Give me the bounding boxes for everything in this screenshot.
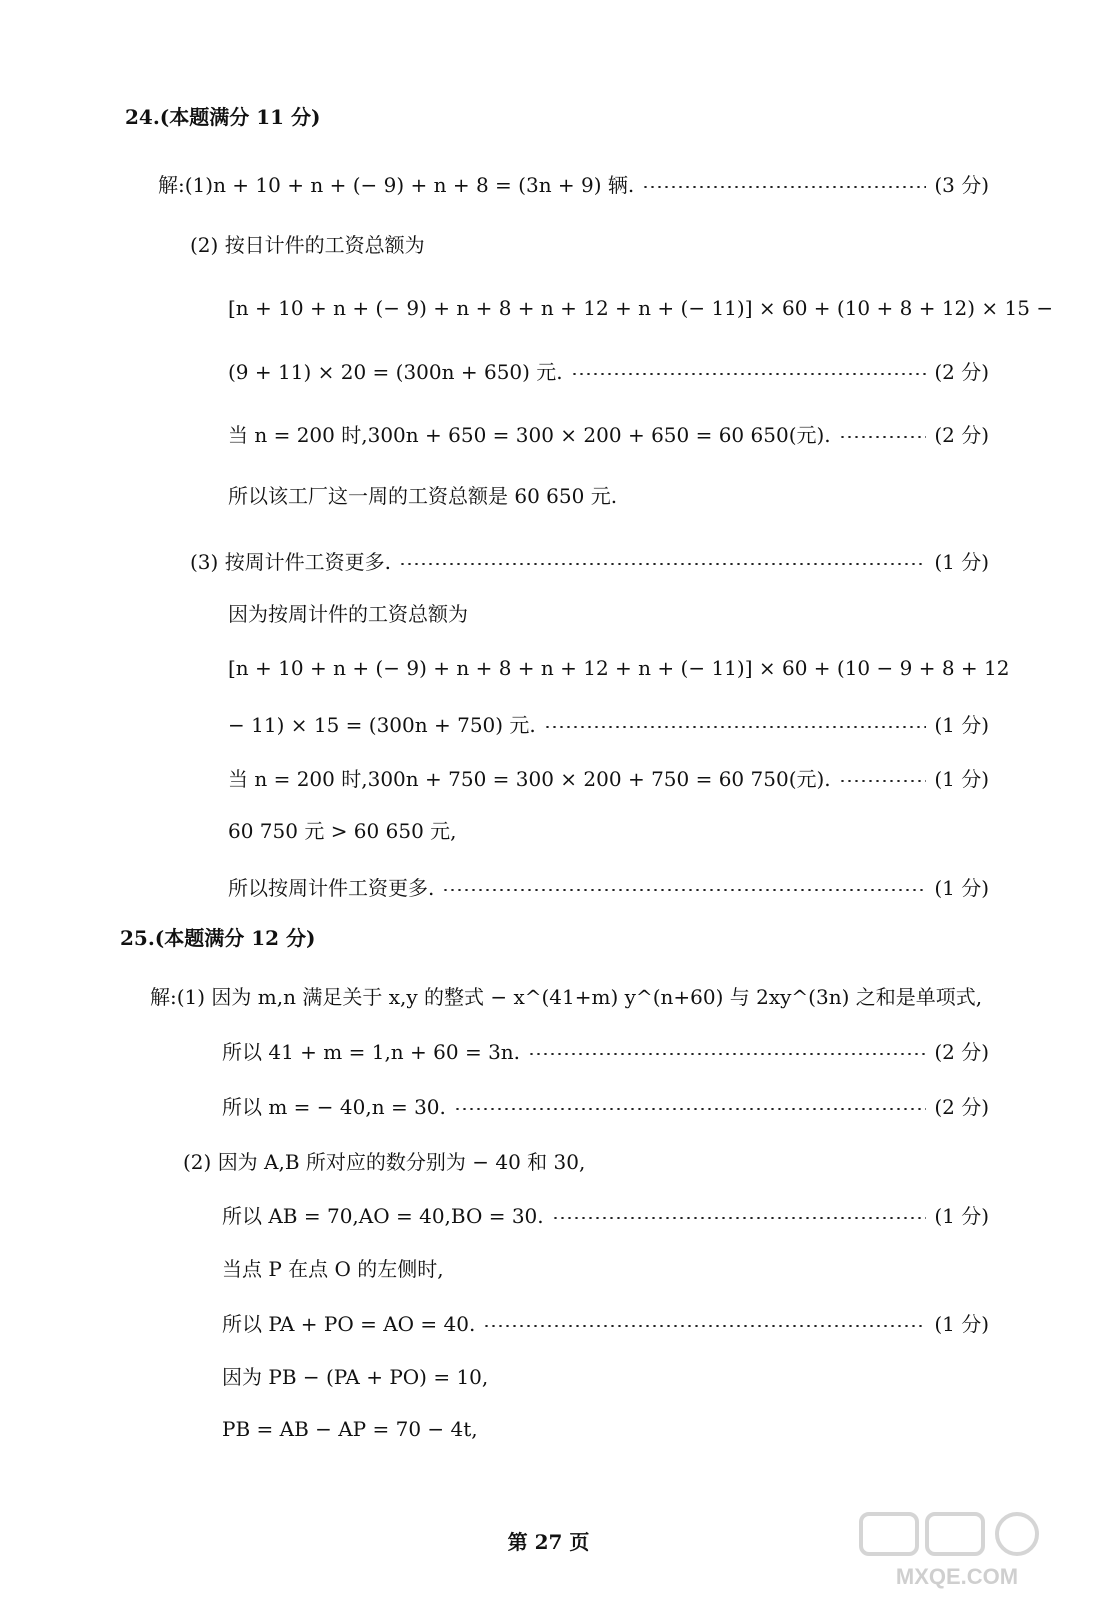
watermark-graphic bbox=[857, 1510, 1057, 1590]
score-label: (1 分) bbox=[934, 1311, 989, 1336]
page-number: 第 27 页 bbox=[507, 1530, 590, 1554]
q24-part3-conclusion: 所以按周计件工资更多. (1 分) bbox=[0, 869, 1097, 903]
q25-part1-intro: 解:(1) 因为 m,n 满足关于 x,y 的整式 − x^(41+m) y^(n+60) 与 2xy^(3n) 之和是单项式, bbox=[150, 984, 983, 1009]
score-label: (1 分) bbox=[934, 549, 989, 574]
score-label: (2 分) bbox=[934, 1039, 989, 1064]
q24-part2-calculation: 当 n = 200 时,300n + 650 = 300 × 200 + 650 = 60 650(元). (2 分) bbox=[0, 416, 1097, 450]
q25-part2-sum: 所以 PA + PO = AO = 40. (1 分) bbox=[0, 1305, 1097, 1339]
leader-dots bbox=[454, 1108, 926, 1110]
leader-dots bbox=[839, 436, 927, 438]
leader-dots bbox=[483, 1325, 926, 1327]
q24-part3-calculation: 当 n = 200 时,300n + 750 = 300 × 200 + 750 = 60 750(元). (1 分) bbox=[0, 760, 1097, 794]
q25-part1-equation: 所以 41 + m = 1,n + 60 = 3n. (2 分) bbox=[0, 1033, 1097, 1067]
q25-heading: 25.(本题满分 12 分) bbox=[120, 925, 316, 950]
score-label: (1 分) bbox=[934, 875, 989, 900]
answer-watermark-logo-icon bbox=[857, 1510, 1057, 1590]
q24-part1-line bbox=[0, 166, 1097, 200]
score-label: (2 分) bbox=[934, 1094, 989, 1119]
q25-part2-pb: PB = AB − AP = 70 − 4t, bbox=[222, 1417, 478, 1441]
score-label: (2 分) bbox=[934, 422, 989, 447]
score-label: (1 分) bbox=[934, 766, 989, 791]
q25-part2-difference: 因为 PB − (PA + PO) = 10, bbox=[222, 1364, 489, 1389]
q24-part2-expression-1: [n + 10 + n + (− 9) + n + 8 + n + 12 + n + (− 11)] × 60 + (10 + 8 + 12) × 15 − bbox=[228, 296, 1054, 320]
q24-part3-expression-2: − 11) × 15 = (300n + 750) 元. (1 分) bbox=[0, 706, 1097, 740]
q25-part1-solution: 所以 m = − 40,n = 30. (2 分) bbox=[0, 1088, 1097, 1122]
leader-dots bbox=[642, 186, 926, 188]
q24-part3-because: 因为按周计件的工资总额为 bbox=[228, 601, 468, 626]
score-label: (1 分) bbox=[934, 1203, 989, 1228]
q24-part2-conclusion: 所以该工厂这一周的工资总额是 60 650 元. bbox=[228, 483, 618, 508]
score-label: (3 分) bbox=[934, 172, 989, 197]
q24-part1-text: 解:(1)n + 10 + n + (− 9) + n + 8 = (3n + 9) 辆. bbox=[158, 172, 635, 197]
leader-dots bbox=[544, 726, 927, 728]
leader-dots bbox=[839, 780, 927, 782]
q24-part2-expression-2: (9 + 11) × 20 = (300n + 650) 元. (2 分) bbox=[0, 353, 1097, 387]
q24-part3-title: (3) 按周计件工资更多. (1 分) bbox=[0, 543, 1097, 577]
leader-dots bbox=[571, 373, 927, 375]
q25-part2-case: 当点 P 在点 O 的左侧时, bbox=[222, 1256, 444, 1281]
q24-part3-expression-1: [n + 10 + n + (− 9) + n + 8 + n + 12 + n + (− 11)] × 60 + (10 − 9 + 8 + 12 bbox=[228, 656, 1010, 680]
leader-dots bbox=[552, 1217, 927, 1219]
leader-dots bbox=[442, 889, 926, 891]
q24-part2-title: (2) 按日计件的工资总额为 bbox=[190, 232, 425, 257]
q25-part2-intro: (2) 因为 A,B 所对应的数分别为 − 40 和 30, bbox=[183, 1149, 586, 1174]
leader-dots bbox=[399, 563, 926, 565]
score-label: (2 分) bbox=[934, 359, 989, 384]
q25-part2-lengths: 所以 AB = 70,AO = 40,BO = 30. (1 分) bbox=[0, 1197, 1097, 1231]
watermark-text: MXQE.COM bbox=[895, 1564, 1019, 1589]
score-label: (1 分) bbox=[934, 712, 989, 737]
q24-heading: 24.(本题满分 11 分) bbox=[125, 104, 321, 129]
leader-dots bbox=[528, 1053, 926, 1055]
q24-part3-comparison: 60 750 元 > 60 650 元, bbox=[228, 818, 457, 843]
